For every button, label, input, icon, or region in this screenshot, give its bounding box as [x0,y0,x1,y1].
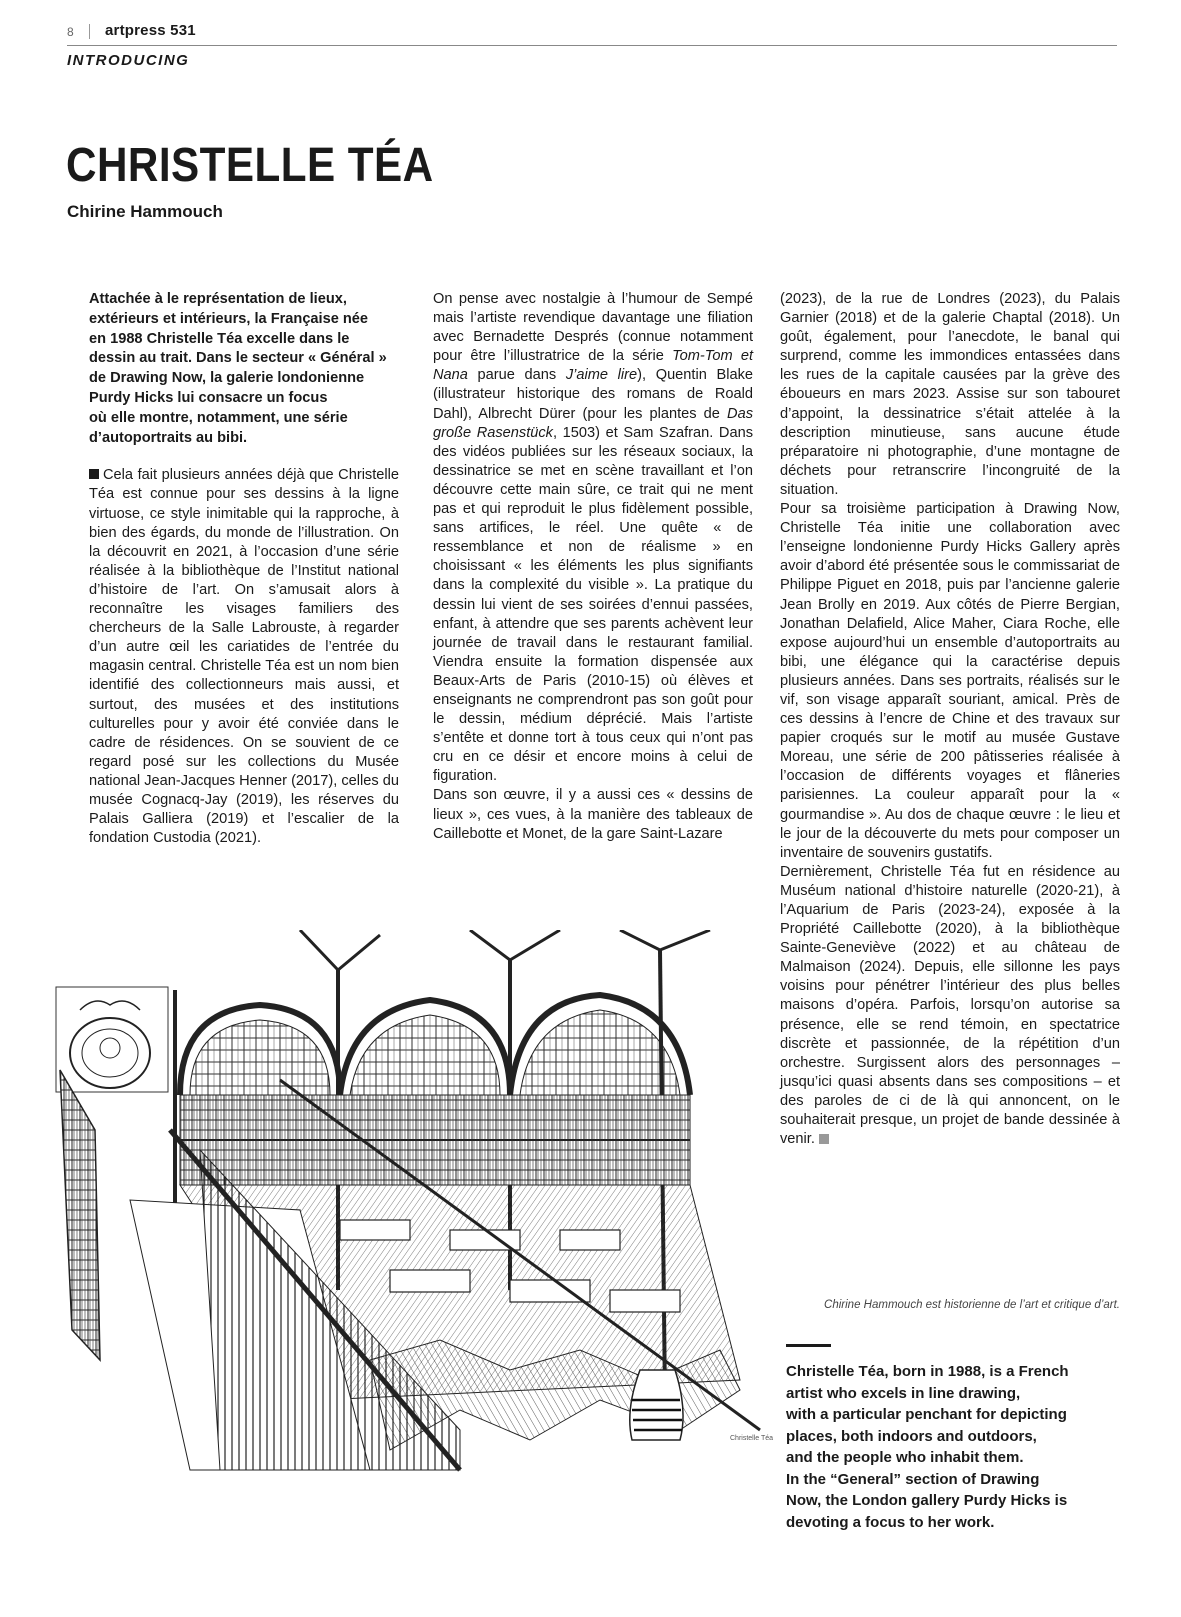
end-square-icon [819,1134,829,1144]
signature: Christelle Téa [730,1435,774,1442]
header-divider [89,24,90,39]
summary-line: with a particular penchant for depicting [786,1406,1067,1423]
body-text: , 1503) et Sam Szafran. Dans des vidéos publiées sur les réseaux sociaux, la dessinatrice se met en scène travaillant et l’on découvre cette main sûre, ce trait qui ne ment pas et qui reproduit le plus fidèlement possible, sans artifices, le réel. Une quête « de ressemblance et non de réalisme » en choisissant « les éléments les plus signifiants dans la complexité du visible ». La pratique du dessin lui vient de ses soirées d’ennui passées, enfant, à attendre que ses parents achèvent leur journée de travail dans le restaurant familial. Viendra ensuite la formation dispensée aux Beaux-Arts de Paris (2010-15) où élèves et enseignants ne comprendront pas son goût pour le dessin, médium déprécié. Mais l’artiste s’entête et donne tort à tous ceux qui n’ont pas cru en ce désir et encore moins à celui de figuration. [433,424,753,785]
italic-title: J’aime lire [565,367,638,384]
author-credit: Chirine Hammouch est historienne de l’art et critique d’art. [824,1299,1120,1311]
column-1 [89,290,399,848]
summary-rule [786,1344,831,1347]
lede-line: Attachée à le représentation de lieux, [89,291,347,307]
lede-line: dessin au trait. Dans le secteur « Général » [89,350,387,367]
section-label: INTRODUCING [67,52,190,69]
italic-title: Das große Rasenstück [433,405,753,441]
page-number: 8 [67,25,74,39]
body-text: Dernièrement, Christelle Téa fut en résidence au Muséum national d’histoire naturelle (2020-21), à l’Aquarium de Paris (2023-24), exposée à la Propriété Caillebotte (2020), à la bibliothèque Sainte-Geneviève (2022) et au château de Malmaison (2024). Depuis, elle sillonne les pays voisins pour pénétrer l’intérieur des plus belles maisons d’opéra. Parfois, lorsqu’on autorise sa présence, elle se rend témoin, en spectatrice discrète et passionnée, de la répétition d’un orchestre. Surgissent alors des personnages – jusqu’ici quasi absents dans ses compositions – et des paroles de ci de là qui annoncent, on le souhaiterait presque, un projet de bande dessinée à venir. [780,863,1120,1148]
column-2 [433,290,753,844]
body-paragraph [433,290,753,786]
summary-line: and the people who inhabit them. [786,1449,1024,1466]
lede [89,290,399,448]
lede-line: d’autoportraits au bibi. [89,429,248,446]
body-paragraph: Pour sa troisième participation à Drawing Now, Christelle Téa initie une collaboration avec l’enseigne londonienne Purdy Hicks Gallery après avoir d’abord été présentée sous le commissariat de Philippe Piguet en 2018, puis par l’ancienne galerie Jean Brolly en 2019. Aux côtés de Pierre Bergian, Jonathan Delafield, Alice Maher, Ciara Roche, elle expose aujourd’hui un ensemble d’autoportraits au bibi, une élégance qui la caractérise depuis plusieurs années. Dans ses portraits, réalisés sur le vif, son visage apparaît souriant, amical. Près de ces dessins à l’encre de Chine et des travaux sur papier croqués sur le motif au musée Gustave Moreau, une série de 200 pâtisseries réalisée à l’occasion de différents voyages et flâneries parisiennes. La couleur apparaît pour la « gourmandise ». Au dos de chaque œuvre : le lieu et le jour de la découverte du mets pour composer un inventaire de souvenirs gustatifs. [780,501,1120,861]
body-text: ), Quentin Blake (illustrateur historique des romans de Roald Dahl), Albrecht Dürer (pour les plantes de [433,367,753,422]
summary-line: In the “General” section of Drawing [786,1470,1040,1488]
running-header [67,22,1117,44]
lede-line: où elle montre, notamment, une série [89,409,348,426]
lede-line: de Drawing Now, la galerie londonienne [89,370,365,387]
body-paragraph: (2023), de la rue de Londres (2023), du Palais Garnier (2018) et de la galerie Chaptal (2018). Un goût, également, pour l’anecdote, le banal qui surprend, comme les immondices entassées dans les rues de la capitale causées par la grève des éboueurs en mars 2023. Assise sur son tabouret d’appoint, la dessinatrice s’était attelée à la description minutieuse, sans aucune étude préparatoire ni photographie, d’une montagne de déchets pour retranscrire l’incongruité de la situation. [780,291,1120,498]
italic-title: Tom-Tom et Nana [433,348,753,384]
body-text: Cela fait plusieurs années déjà que Christelle Téa est connue pour ses dessins à la ligne virtuose, ce style inimitable qui la rapproche, à bien des égards, du monde de l’illustration. On la découvrit en 2021, à l’occasion d’une série réalisée à la bibliothèque de l’Institut national d’histoire de l’art. On s’amusait alors à reconnaître les visages familiers des chercheurs de la Salle Labrouste, à regarder d’un autre œil les cariatides de l’entrée du magasin central. Christelle Téa est un nom bien identifié des collectionneurs mais aussi, et surtout, des musées et des institutions culturelles pour y avoir été conviée dans le cadre de résidences. On se souvient de ce regard posé sur les collections du Musée national Jean-Jacques Henner (2017), celles du musée Cognacq-Jay (2019), les réserves du Palais Galliera (2019) et l’escalier de la fondation Custodia (2021). [89,467,399,847]
body-text: On pense avec nostalgie à l’humour de Sempé mais l’artiste revendique davantage une filiation avec Bernadette Després (connue notamment pour être l’illustratrice de la série [433,291,753,365]
body-paragraph [89,466,399,848]
summary-line: devoting a focus to her work. [786,1513,995,1531]
summary-line: Now, the London gallery Purdy Hicks is [786,1492,1068,1509]
header-rule [67,45,1117,46]
body-paragraph [780,863,1120,1149]
start-square-icon [89,469,99,479]
lede-line: extérieurs et intérieurs, la Française née [89,310,369,327]
body-text: parue dans [467,367,566,384]
summary-line: artist who excels in line drawing, [786,1384,1021,1402]
summary-line: Christelle Téa, born in 1988, is a French [786,1363,1069,1380]
article-title: CHRISTELLE TÉA [66,139,434,192]
summary-line: places, both indoors and outdoors, [786,1427,1037,1445]
body-paragraph: Dans son œuvre, il y a aussi ces « dessins de lieux », ces vues, à la manière des tableaux de Caillebotte et Monet, de la gare Saint-Lazare [433,787,753,842]
magazine-name: artpress 531 [105,22,196,39]
column-3 [780,290,1120,1149]
lede-line: en 1988 Christelle Téa excelle dans le [89,330,350,347]
english-summary [786,1361,1126,1533]
author-byline: Chirine Hammouch [67,202,223,221]
library-illustration [40,930,780,1485]
lede-line: Purdy Hicks lui consacre un focus [89,389,328,406]
